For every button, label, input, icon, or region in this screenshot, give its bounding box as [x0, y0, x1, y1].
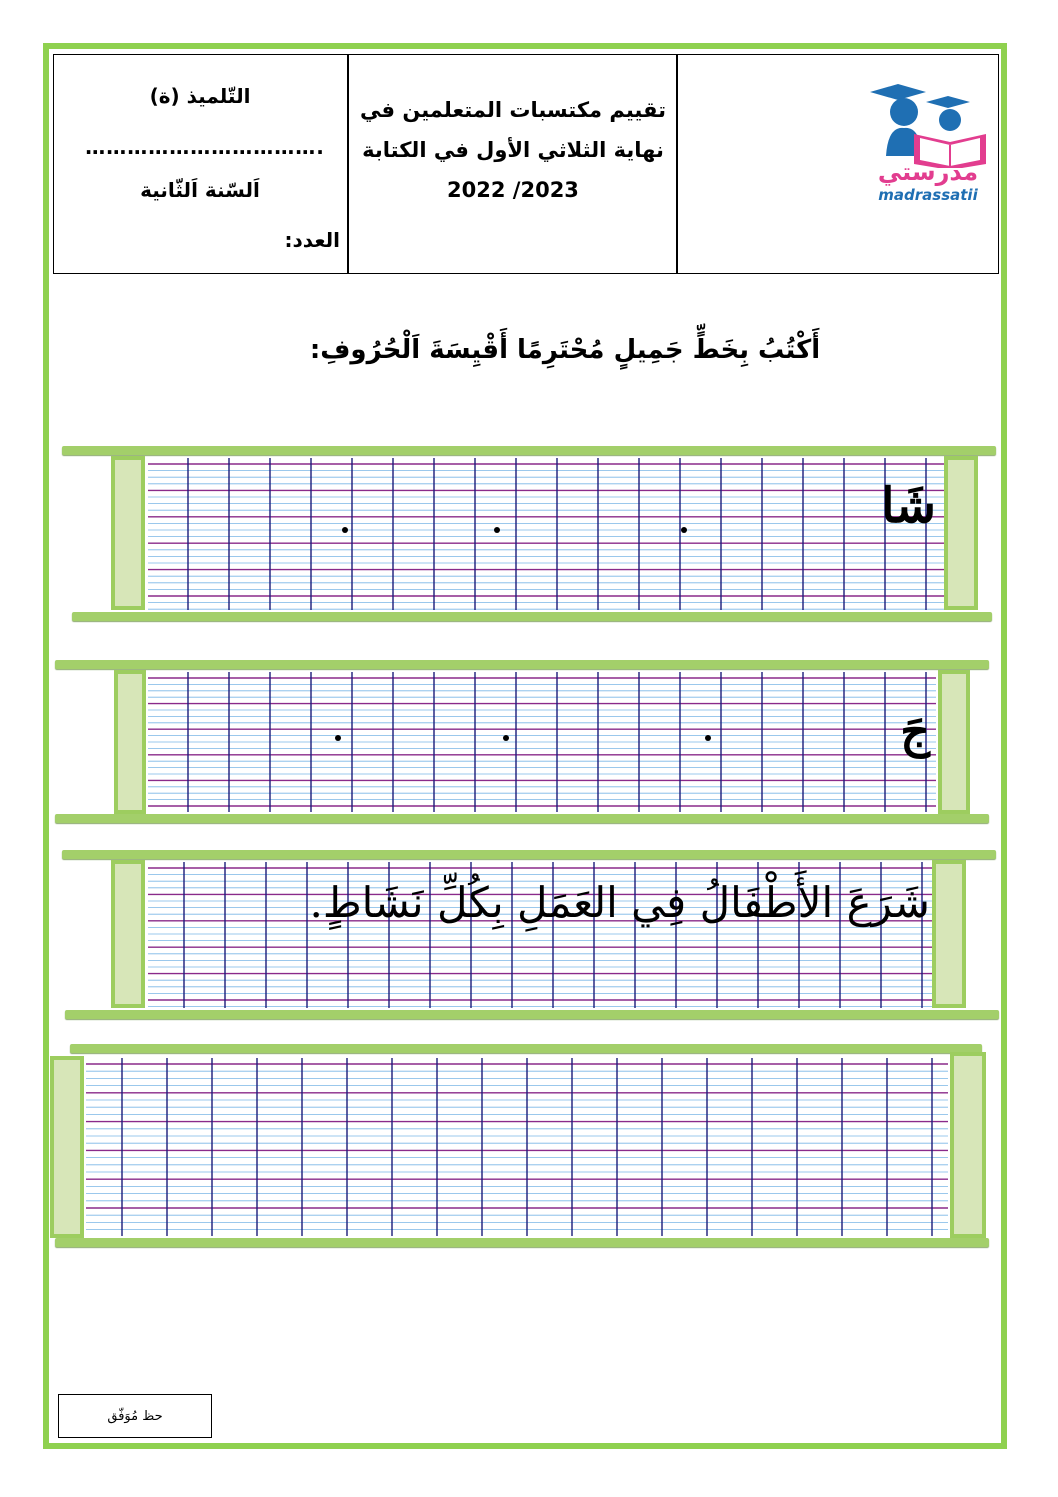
logo-icon — [868, 78, 988, 168]
header-divider — [347, 55, 349, 273]
post-left — [111, 860, 145, 1008]
header-divider — [676, 55, 678, 273]
rail-top — [62, 850, 996, 859]
title-year: 2022 /2023 — [447, 178, 579, 202]
guide-dot — [494, 527, 500, 533]
student-label: التّلميذ (ة) — [149, 84, 251, 108]
rail-bottom — [72, 612, 992, 621]
guide-dot — [342, 527, 348, 533]
score-label: العدد: — [284, 228, 340, 252]
rail-bottom — [55, 1238, 989, 1247]
title-line2: نهاية الثلاثي الأول في الكتابة — [362, 138, 664, 162]
model-letter-2: جَ — [900, 704, 930, 758]
post-left — [111, 456, 145, 610]
rail-top — [70, 1044, 982, 1053]
grade-label: اَلسّنة اَلثّانية — [140, 178, 260, 202]
guide-dot — [503, 735, 509, 741]
guide-dot — [705, 735, 711, 741]
logo-text-ar: مدرستي — [877, 158, 979, 186]
post-right — [932, 860, 966, 1008]
good-luck-note: حظ مُوَفّق — [58, 1394, 212, 1438]
guide-dot — [335, 735, 341, 741]
post-right — [938, 670, 970, 814]
model-sentence: شَرَعَ الأَطْفَالُ فِي العَمَلِ بِكُلِّ نَشَاطٍ. — [309, 878, 930, 927]
madrassatii-logo — [868, 78, 988, 208]
rail-bottom — [65, 1010, 999, 1019]
rail-bottom — [55, 814, 989, 823]
rail-top — [62, 446, 996, 455]
guide-dot — [681, 527, 687, 533]
logo-text-en: madrassatii — [878, 186, 978, 204]
instruction: أَكْتُبُ بِخَطٍّ جَمِيلٍ مُحْتَرِمًا أَقْيِسَةَ اَلْحُرُوفِ: — [309, 335, 821, 365]
post-right — [944, 456, 978, 610]
writing-area-1[interactable] — [148, 458, 944, 610]
post-left — [50, 1056, 84, 1238]
writing-area-4[interactable] — [86, 1058, 948, 1236]
student-name-dots[interactable]: ……………………………. — [85, 135, 325, 159]
rail-top — [55, 660, 989, 669]
post-left — [114, 670, 146, 814]
title-line1: تقييم مكتسبات المتعلمين في — [360, 98, 666, 122]
writing-area-2[interactable] — [148, 672, 936, 812]
model-letter-1: شَا — [881, 478, 936, 534]
post-right — [950, 1052, 986, 1238]
